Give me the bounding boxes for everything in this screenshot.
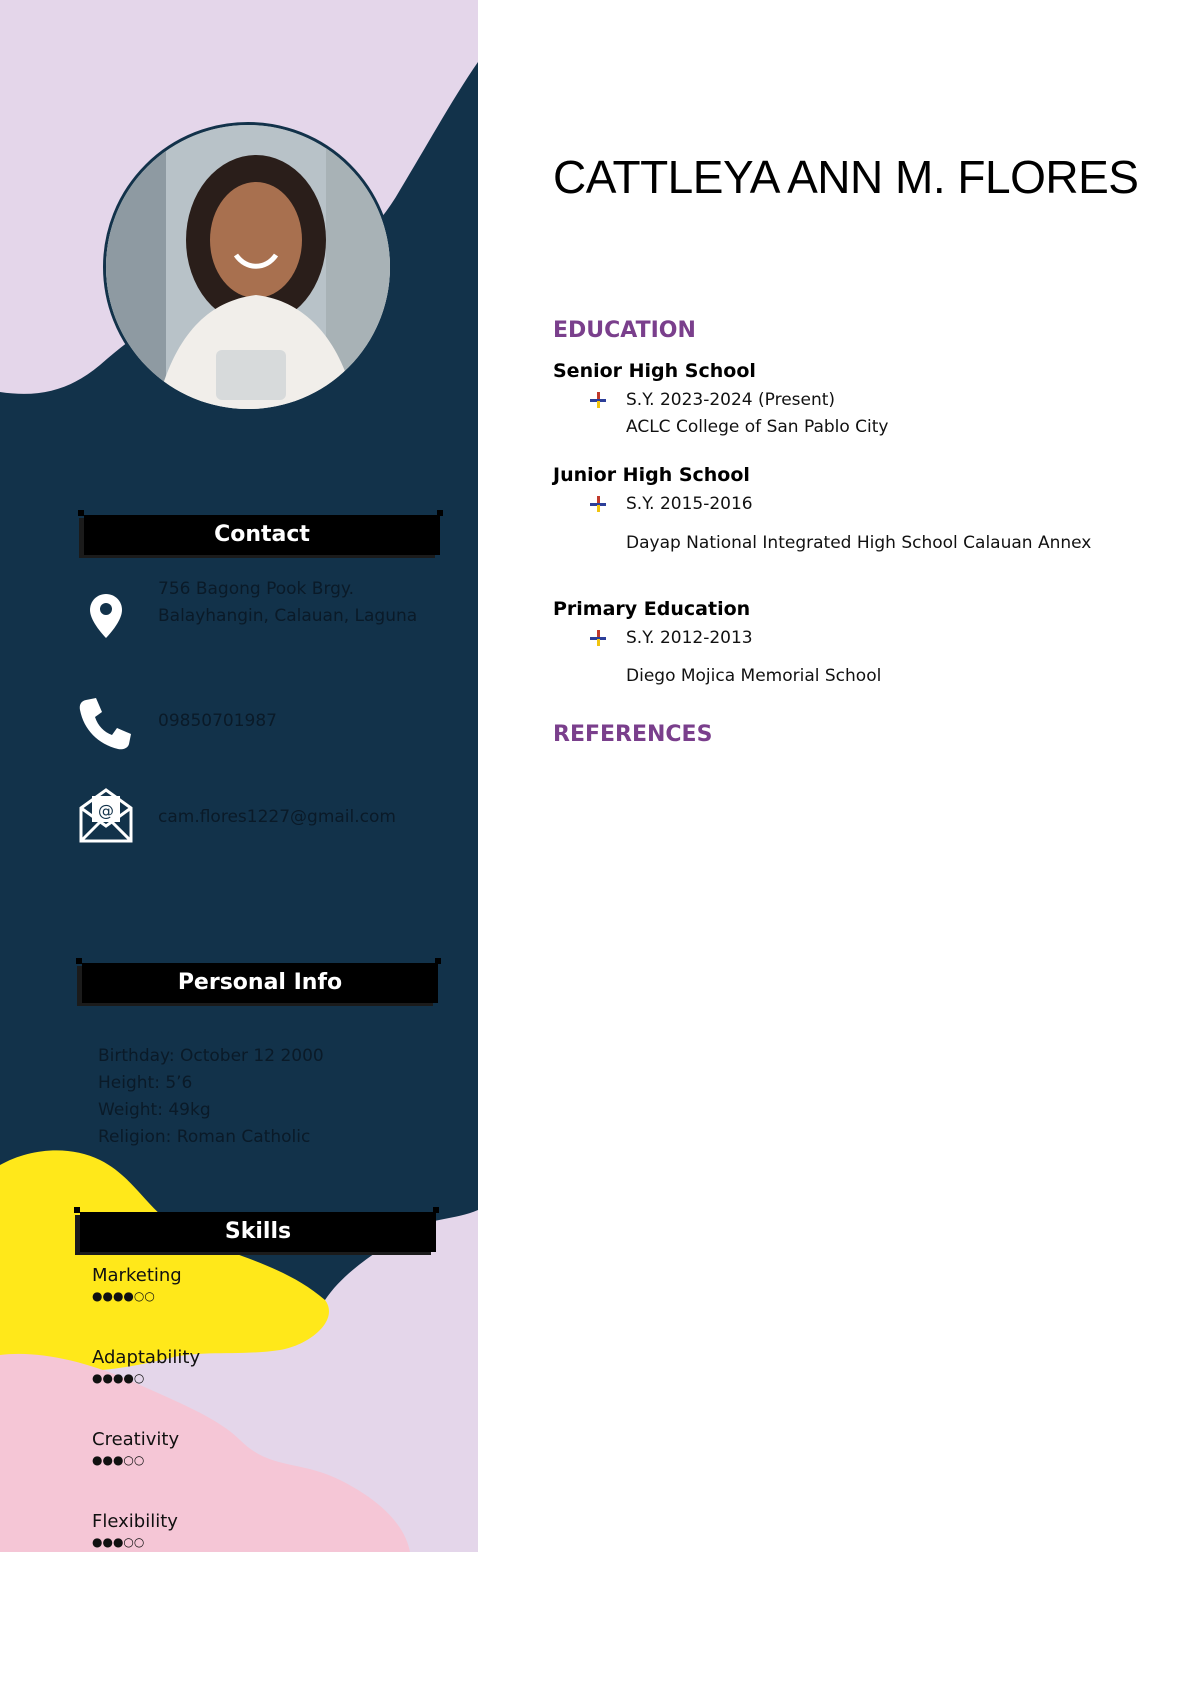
education-year: S.Y. 2012-2013 (626, 628, 753, 648)
skill-rating: ●●●○○ (92, 1453, 145, 1467)
weight-text: Weight: 49kg (98, 1100, 211, 1120)
phone-icon (76, 694, 134, 752)
personal-info-title: Personal Info (177, 970, 343, 995)
education-year: S.Y. 2015-2016 (626, 494, 753, 514)
email-address[interactable]: cam.flores1227@gmail.com (158, 807, 396, 827)
bullet-icon (590, 392, 606, 408)
education-level: Junior High School (553, 464, 750, 486)
skill-item (92, 1510, 178, 1550)
sidebar (0, 0, 478, 1552)
personal-info-section-header (82, 963, 438, 1003)
skill-name: Flexibility (92, 1511, 178, 1532)
skills-title: Skills (224, 1219, 292, 1244)
contact-section-header (84, 515, 440, 555)
pink-blob (0, 1354, 410, 1552)
education-school: ACLC College of San Pablo City (626, 417, 889, 437)
education-school: Diego Mojica Memorial School (626, 666, 882, 686)
education-level: Primary Education (553, 598, 751, 620)
portrait-image (106, 125, 390, 409)
personal-info-list (98, 1043, 324, 1151)
bullet-icon (590, 630, 606, 646)
location-pin-icon (88, 592, 124, 640)
svg-text:@: @ (98, 801, 114, 820)
skill-name: Creativity (92, 1429, 180, 1450)
references-heading: REFERENCES (553, 722, 713, 747)
education-school: Dayap National Integrated High School Calauan Annex (626, 533, 1092, 553)
skill-name: Marketing (92, 1265, 182, 1286)
education-level: Senior High School (553, 360, 756, 382)
skill-rating: ●●●○○ (92, 1535, 145, 1549)
skill-item (92, 1346, 200, 1386)
email-envelope-icon (78, 786, 134, 844)
birthday-text: Birthday: October 12 2000 (98, 1046, 324, 1066)
profile-photo (103, 122, 393, 412)
skills-section-header (80, 1212, 436, 1252)
skill-item (92, 1264, 182, 1304)
phone-number[interactable]: 09850701987 (158, 711, 277, 731)
height-text: Height: 5’6 (98, 1073, 193, 1093)
contact-title: Contact (214, 522, 310, 547)
education-heading: EDUCATION (553, 318, 696, 343)
address-text: 756 Bagong Pook Brgy. Balayhangin, Calauan, Laguna (158, 579, 418, 626)
bullet-icon (590, 496, 606, 512)
skill-name: Adaptability (92, 1347, 201, 1368)
skill-rating: ●●●●○○ (92, 1289, 155, 1303)
skill-rating: ●●●●○ (92, 1371, 145, 1385)
religion-text: Religion: Roman Catholic (98, 1127, 311, 1147)
education-year: S.Y. 2023-2024 (Present) (626, 390, 836, 410)
candidate-name: CATTLEYA ANN M. FLORES (553, 151, 1139, 203)
skill-item (92, 1428, 179, 1468)
